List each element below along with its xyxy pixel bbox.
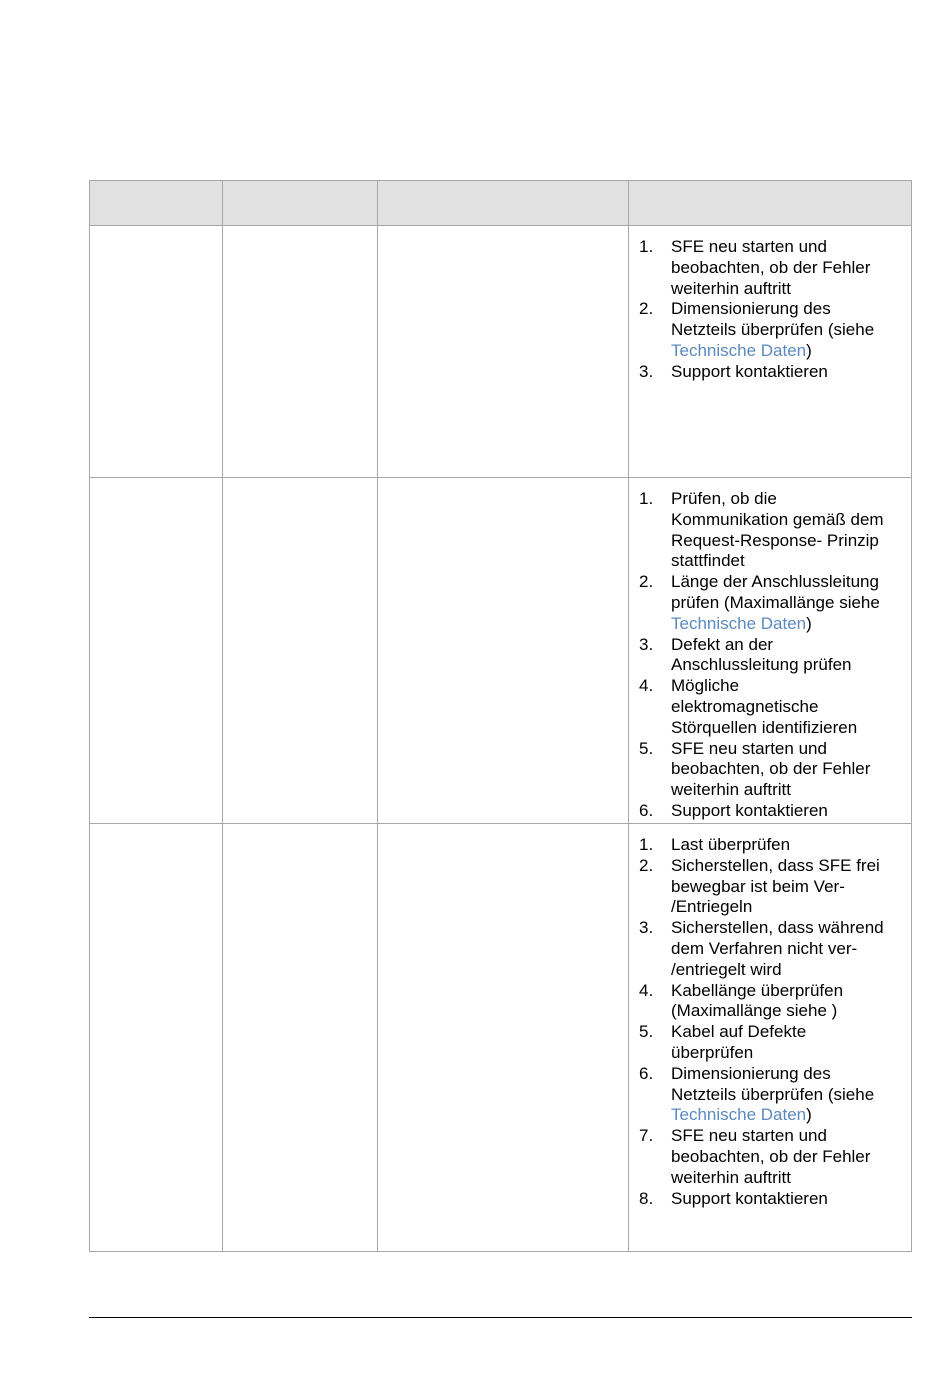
measure-text-line: beobachten, ob der Fehler	[671, 759, 871, 779]
measure-text-line: Sicherstellen, dass während	[671, 918, 884, 938]
measure-number: 6.	[639, 800, 654, 820]
measure-number: 3.	[639, 918, 654, 938]
measure-number: 2.	[639, 572, 654, 592]
measure-text-line: dem Verfahren nicht ver-	[671, 938, 858, 958]
measure-text-line: Kommunikation gemäß dem	[671, 509, 884, 529]
measure-text-line: weiterhin auftritt	[671, 780, 791, 800]
measure-text-line: Sicherstellen, dass SFE frei	[671, 855, 880, 875]
measure-text-line: /Entriegeln	[671, 897, 753, 917]
measure-text-line: Support kontaktieren	[671, 1188, 828, 1208]
measure-text-line: bewegbar ist beim Ver-	[671, 876, 845, 896]
measure-text-line: Störquellen identifizieren	[671, 717, 858, 737]
measure-text-line: Support kontaktieren	[671, 361, 828, 381]
closing-parenthesis: )	[806, 613, 812, 633]
measure-item	[639, 835, 911, 856]
measure-link-line	[671, 614, 911, 635]
measure-item	[639, 572, 911, 634]
measure-text-line: Netzteils überprüfen (siehe	[671, 320, 875, 340]
measure-number: 3.	[639, 634, 654, 654]
measure-number: 7.	[639, 1126, 654, 1146]
measure-item	[639, 801, 911, 822]
measure-item	[639, 237, 911, 299]
measure-number: 1.	[639, 489, 654, 508]
measure-number: 6.	[639, 1063, 654, 1083]
measure-item	[639, 918, 911, 980]
measure-number: 1.	[639, 237, 654, 256]
measure-text-line: überprüfen	[671, 1042, 754, 1062]
measure-number: 1.	[639, 835, 654, 854]
measure-text-line: Anschlussleitung prüfen	[671, 655, 852, 675]
measure-item	[639, 856, 911, 918]
measure-item	[639, 1022, 911, 1064]
measure-number: 5.	[639, 1022, 654, 1042]
measure-number: 8.	[639, 1188, 654, 1208]
measure-link-line	[671, 341, 911, 362]
measure-item	[639, 981, 911, 1023]
measures-list-row-3	[639, 835, 911, 1209]
measure-text-line: stattfindet	[671, 551, 745, 571]
technische-daten-link[interactable]: Technische Daten	[671, 613, 807, 633]
footer-rule	[89, 1317, 912, 1318]
measure-text-line: Request-Response- Prinzip	[671, 530, 879, 550]
measure-text-line: /entriegelt wird	[671, 959, 782, 979]
closing-parenthesis: )	[806, 340, 812, 360]
measure-item	[639, 635, 911, 677]
measure-text-line: Kabel auf Defekte	[671, 1022, 807, 1042]
measure-text-line: SFE neu starten und	[671, 1126, 827, 1146]
measure-text-line: weiterhin auftritt	[671, 1167, 791, 1187]
technische-daten-link[interactable]: Technische Daten	[671, 340, 807, 360]
measure-text-line: Last überprüfen	[671, 835, 791, 854]
measure-text-line: elektromagnetische	[671, 696, 819, 716]
measures-list-row-2	[639, 489, 911, 822]
measure-link-line	[671, 1105, 911, 1126]
measure-item	[639, 299, 911, 361]
measure-text-line: SFE neu starten und	[671, 237, 827, 256]
measure-number: 4.	[639, 980, 654, 1000]
measure-item	[639, 362, 911, 383]
measure-text-line: Mögliche	[671, 676, 740, 696]
measure-text-line: weiterhin auftritt	[671, 278, 791, 298]
measure-item	[639, 676, 911, 738]
measure-text-line: Kabellänge überprüfen	[671, 980, 844, 1000]
measure-text-line: prüfen (Maximallänge siehe	[671, 592, 880, 612]
measure-text-line: beobachten, ob der Fehler	[671, 1146, 871, 1166]
measure-number: 5.	[639, 738, 654, 758]
measure-text-line: Prüfen, ob die	[671, 489, 777, 508]
measure-item	[639, 1189, 911, 1210]
measure-text-line: beobachten, ob der Fehler	[671, 257, 871, 277]
measure-text-line: SFE neu starten und	[671, 738, 827, 758]
measures-list-row-1	[639, 237, 911, 383]
measure-number: 2.	[639, 299, 654, 319]
measure-number: 2.	[639, 855, 654, 875]
measure-number: 3.	[639, 361, 654, 381]
measure-text-line: Defekt an der	[671, 634, 774, 654]
measure-item	[639, 739, 911, 801]
measure-text-line: Dimensionierung des	[671, 1063, 831, 1083]
closing-parenthesis: )	[806, 1105, 812, 1125]
measure-text-line: Netzteils überprüfen (siehe	[671, 1084, 875, 1104]
measure-item	[639, 1064, 911, 1126]
measure-number: 4.	[639, 676, 654, 696]
technische-daten-link[interactable]: Technische Daten	[671, 1105, 807, 1125]
measure-text-line: Support kontaktieren	[671, 800, 828, 820]
measure-item	[639, 489, 911, 572]
measure-text-line: (Maximallänge siehe )	[671, 1001, 838, 1021]
table-header-row	[89, 180, 912, 225]
measure-text-line: Dimensionierung des	[671, 299, 831, 319]
measure-text-line: Länge der Anschlussleitung	[671, 572, 879, 592]
measure-item	[639, 1126, 911, 1188]
